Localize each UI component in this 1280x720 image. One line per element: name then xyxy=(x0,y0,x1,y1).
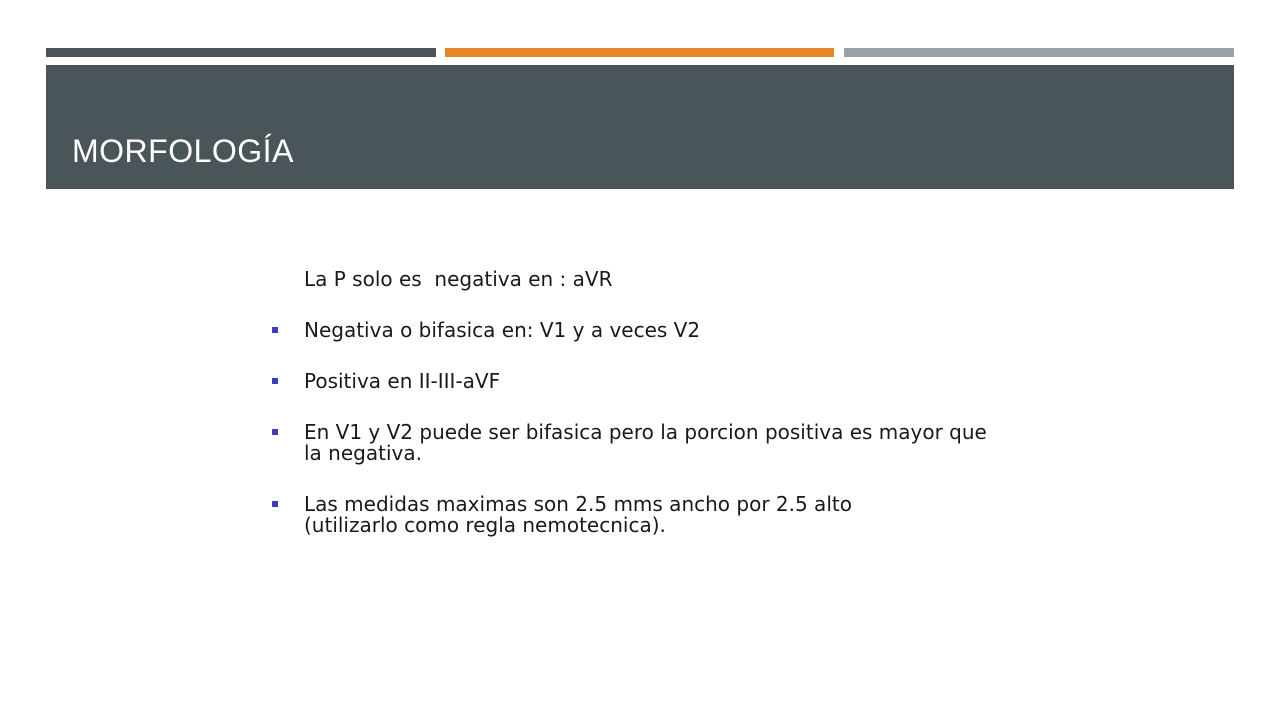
square-bullet-icon xyxy=(272,501,278,507)
bullet-text: Positiva en II-III-aVF xyxy=(304,369,501,393)
title-band xyxy=(46,65,1234,189)
slide-title: MORFOLOGÍA xyxy=(72,133,294,169)
square-bullet-icon xyxy=(272,327,278,333)
bullet-item xyxy=(268,422,1068,464)
accent-bar-orange xyxy=(445,48,834,57)
bullet-item xyxy=(268,494,1068,536)
accent-bar-grey xyxy=(844,48,1234,57)
square-bullet-icon xyxy=(272,378,278,384)
bullet-item xyxy=(268,320,1068,341)
bullet-list xyxy=(268,320,1068,536)
slide-content xyxy=(268,268,1068,566)
intro-text: La P solo es negativa en : aVR xyxy=(304,267,613,291)
bullet-item xyxy=(268,371,1068,392)
square-bullet-icon xyxy=(272,429,278,435)
bullet-text: En V1 y V2 puede ser bifasica pero la porcion positiva es mayor que la negativa. xyxy=(304,420,987,465)
bullet-text: Las medidas maximas son 2.5 mms ancho por 2.5 alto (utilizarlo como regla nemotecnica). xyxy=(304,492,852,537)
accent-bar-dark xyxy=(46,48,436,57)
bullet-text: Negativa o bifasica en: V1 y a veces V2 xyxy=(304,318,701,342)
